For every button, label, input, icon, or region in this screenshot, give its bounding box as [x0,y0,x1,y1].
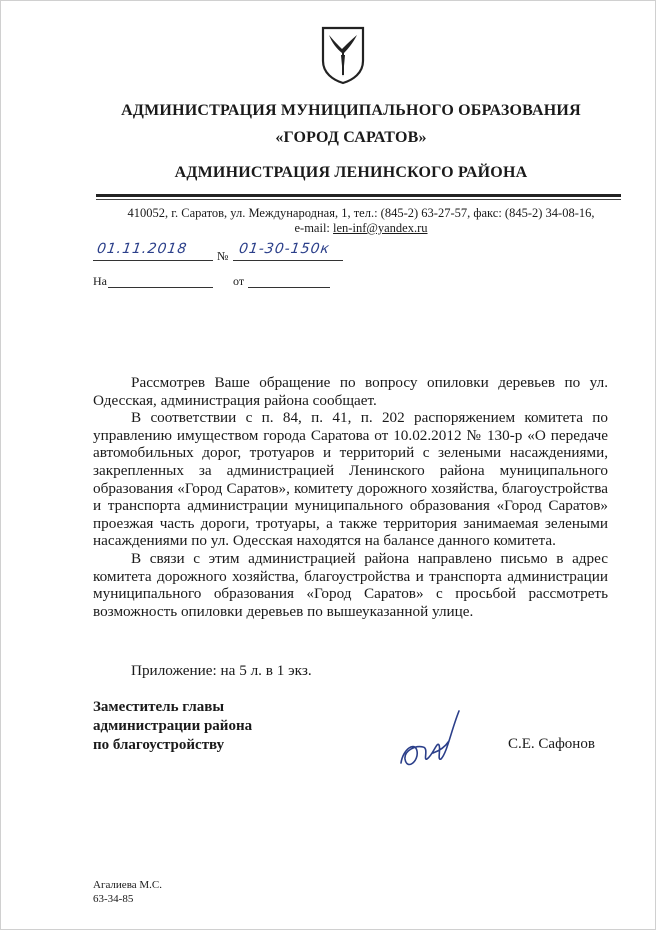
executor-phone: 63-34-85 [93,893,134,905]
coat-of-arms-icon [320,25,366,85]
paragraph-1: Рассмотрев Ваше обращение по вопросу опиловки деревьев по ул. Одесская, администрация района сообщает. [93,374,608,409]
attachment-note: Приложение: на 5 л. в 1 экз. [131,662,312,679]
on-line [108,273,213,288]
handwritten-signature-icon [393,701,473,781]
signer-title [93,698,252,755]
header-divider-thin [96,199,621,200]
email-label: e-mail: [294,221,334,235]
date-handwritten: 01.11.2018 [95,241,189,257]
paragraph-2: В соответствии с п. 84, п. 41, п. 202 распоряжением комитета по управлению имуществом города Саратова от 10.02.2012 № 130-р «О передаче автомобильных дорог, тротуаров и территорий с зелеными насаждениями, закрепленных за администрацией Ленинского района муниципального образования «Город Саратов», комитету дорожного хозяйства, благоустройства и транспорта администрации муниципального образования «Город Саратов» проезжая часть дороги, тротуары, а также территория занимаемая зелеными насаждениями по ул. Одесская находятся на балансе данного комитета. [93,409,608,550]
executor-info [93,878,162,906]
from-label: от [233,274,245,288]
signer-title-3: по благоустройству [93,737,225,753]
number-label: № [217,249,229,263]
executor-name: Агалиева М.С. [93,879,162,891]
email-line [81,221,641,236]
header-line-3: АДМИНИСТРАЦИЯ ЛЕНИНСКОГО РАЙОНА [174,164,528,181]
signer-name: С.Е. Сафонов [508,736,595,752]
number-handwritten: 01-30-150к [237,241,332,257]
address-line: 410052, г. Саратов, ул. Международная, 1, тел.: (845-2) 63-27-57, факс: (845-2) 34-08-16, [127,206,595,220]
on-label: На [93,274,107,288]
letter-body [93,374,608,620]
signer-title-1: Заместитель главы [93,699,225,715]
signer-title-2: администрации района [93,718,253,734]
header-line-2: «ГОРОД САРАТОВ» [275,129,427,146]
paragraph-3: В связи с этим администрацией района направлено письмо в адрес комитета дорожного хозяйства, благоустройства и транспорта администрации муниципального образования «Город Саратов» с просьбой рассмотреть возможность опиловки деревьев по вышеуказанной улице. [93,549,608,620]
from-line [248,273,330,288]
email-link[interactable]: len-inf@yandex.ru [333,221,428,235]
header-divider-thick [96,194,621,197]
header-line-1: АДМИНИСТРАЦИЯ МУНИЦИПАЛЬНОГО ОБРАЗОВАНИЯ [121,102,581,119]
